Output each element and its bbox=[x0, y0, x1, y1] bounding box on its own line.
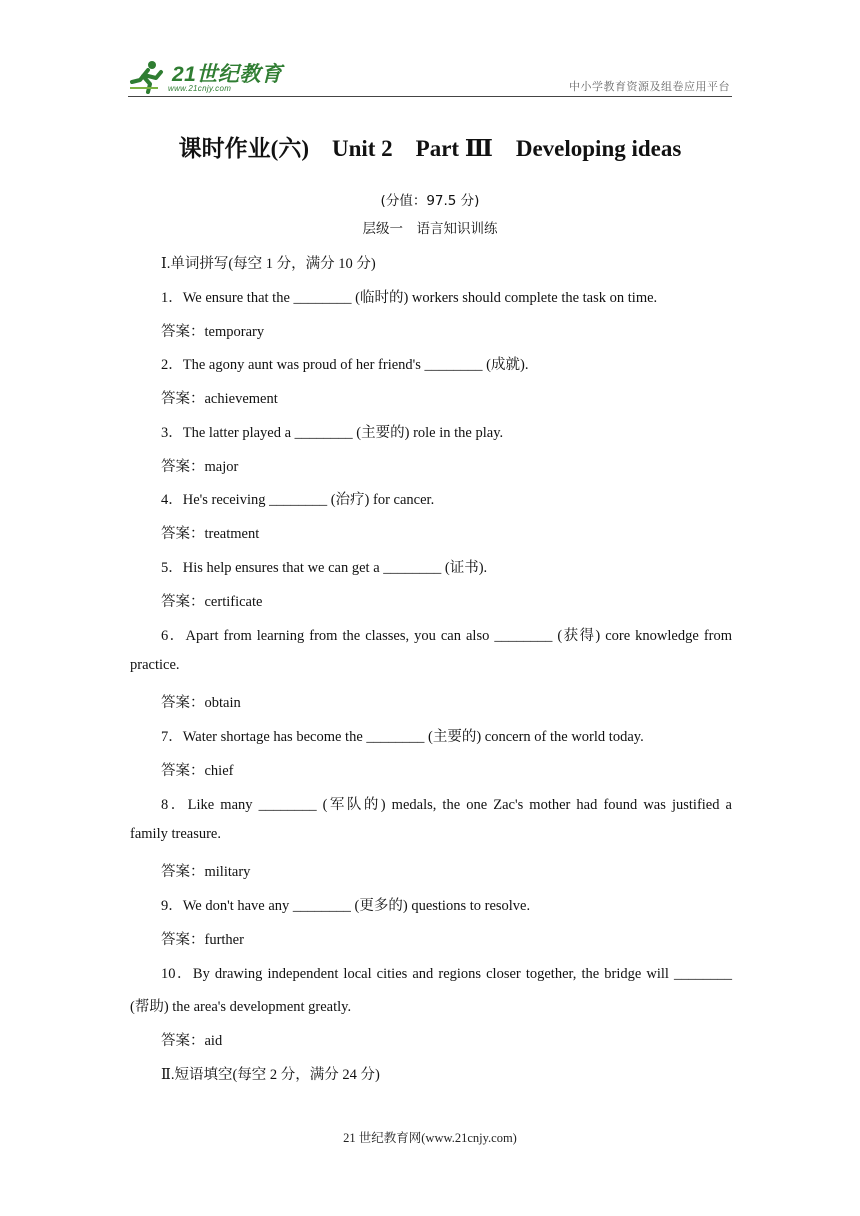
page-title: 课时作业(六) Unit 2 Part Ⅲ Developing ideas bbox=[178, 136, 682, 161]
answer-9: 答案：further bbox=[161, 932, 244, 948]
question-8-line1: 8．Like many ________ (军队的) medals, the one Zac's mother had found was justified a bbox=[161, 797, 732, 813]
answer-1: 答案：temporary bbox=[161, 324, 265, 340]
question-1: 1．We ensure that the ________ (临时的) workers should complete the task on time. bbox=[161, 290, 658, 306]
score-line: (分值：97.5 分) bbox=[380, 193, 480, 209]
answer-10: 答案：aid bbox=[161, 1033, 223, 1049]
answer-7: 答案：chief bbox=[161, 763, 234, 779]
answer-6: 答案：obtain bbox=[161, 695, 241, 711]
section1-heading: Ⅰ.单词拼写(每空 1 分，满分 10 分) bbox=[161, 256, 376, 272]
question-8-line2: family treasure. bbox=[130, 826, 221, 842]
question-2: 2．The agony aunt was proud of her friend's ________ (成就). bbox=[161, 357, 529, 373]
level-heading: 层级一 语言知识训练 bbox=[362, 221, 498, 237]
section2-heading: Ⅱ.短语填空(每空 2 分，满分 24 分) bbox=[161, 1067, 380, 1083]
question-4: 4．He's receiving ________ (治疗) for cancer. bbox=[161, 492, 435, 508]
answer-5: 答案：certificate bbox=[161, 594, 263, 610]
answer-2: 答案：achievement bbox=[161, 391, 278, 407]
question-6-line1: 6．Apart from learning from the classes, you can also ________ (获得) core knowledge from bbox=[161, 628, 732, 644]
question-7: 7．Water shortage has become the ________ (主要的) concern of the world today. bbox=[161, 729, 644, 745]
answer-8: 答案：military bbox=[161, 864, 251, 880]
question-3: 3．The latter played a ________ (主要的) role in the play. bbox=[161, 425, 504, 441]
answer-3: 答案：major bbox=[161, 459, 239, 475]
page-footer: 21 世纪教育网(www.21cnjy.com) bbox=[343, 1131, 517, 1145]
logo-text: 21世纪教育 bbox=[172, 63, 283, 86]
question-6-line2: practice. bbox=[130, 657, 180, 673]
answer-4: 答案：treatment bbox=[161, 526, 260, 542]
question-10-line1: 10．By drawing independent local cities and regions closer together, the bridge will ________ bbox=[161, 966, 732, 982]
question-5: 5．His help ensures that we can get a ________ (证书). bbox=[161, 560, 488, 576]
header-platform-text: 中小学教育资源及组卷应用平台 bbox=[569, 80, 730, 93]
question-10-line2: (帮助) the area's development greatly. bbox=[130, 999, 352, 1015]
runner-icon bbox=[128, 60, 168, 94]
logo bbox=[128, 60, 288, 94]
question-9: 9．We don't have any ________ (更多的) questions to resolve. bbox=[161, 898, 531, 914]
logo-url: www.21cnjy.com bbox=[168, 84, 232, 93]
page-header bbox=[128, 58, 732, 97]
